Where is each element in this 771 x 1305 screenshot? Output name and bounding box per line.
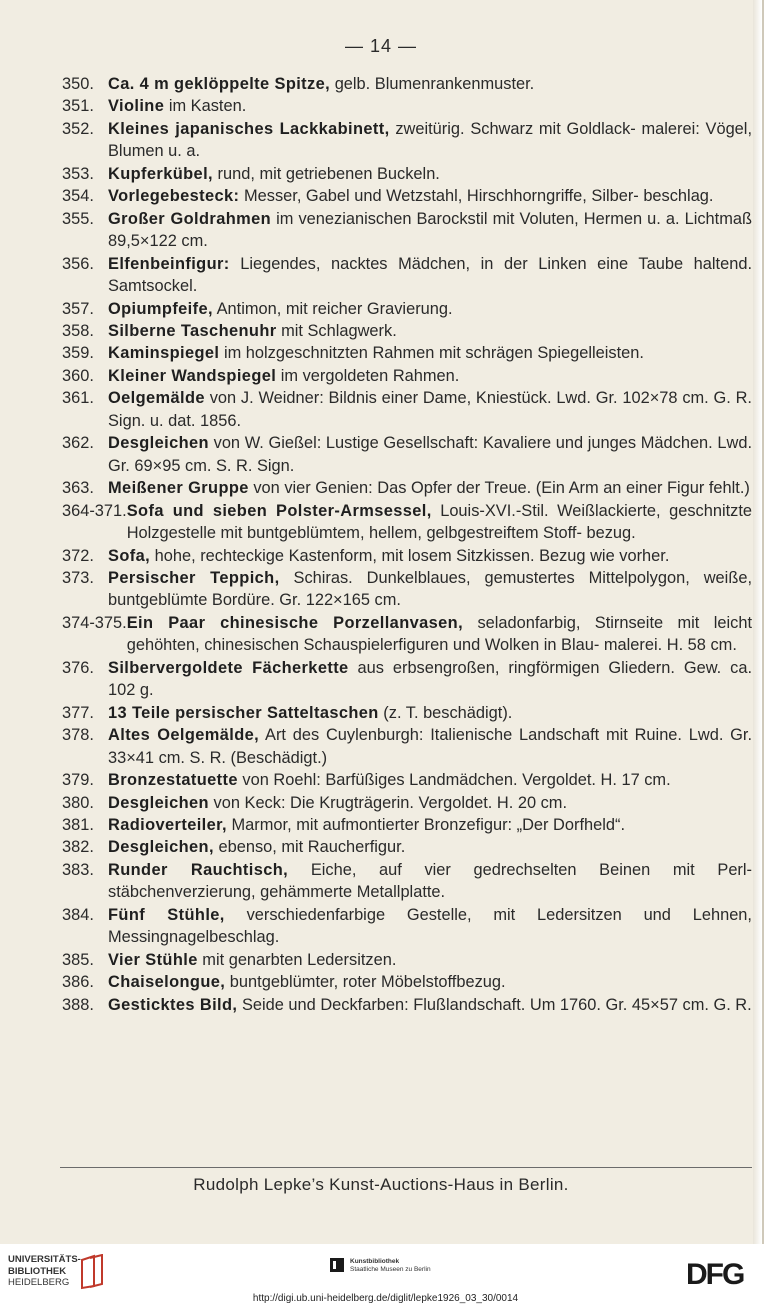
lot-description (108, 949, 752, 971)
lot-text-line: Mädchen. Lwd. Gr. 69×95 cm. S. R. Sign. (108, 434, 752, 475)
lot-text-line: zweitürig. Schwarz mit Goldlack- (395, 119, 636, 138)
lot-title: 13 Teile persischer Satteltaschen (108, 703, 379, 722)
lot-title: Radioverteiler, (108, 815, 227, 834)
lot-description (108, 724, 752, 769)
lot-description (108, 545, 752, 567)
ub-logo-line: HEIDELBERG (8, 1277, 70, 1288)
lot-title: Violine (108, 97, 165, 116)
lot-text-line: buntgeblümter, roter Möbelstoffbezug. (229, 973, 506, 992)
lot-description (108, 387, 752, 432)
lot-title: Kleiner Wandspiegel (108, 366, 277, 385)
lot-description (108, 769, 752, 791)
lot-number: 386. (62, 973, 94, 992)
lot-number: 380. (62, 793, 94, 812)
lot-title: Meißener Gruppe (108, 479, 249, 498)
lot-title: Desgleichen (108, 793, 209, 812)
lot-title: Elfenbeinfigur: (108, 254, 230, 273)
lot-title: Kupferkübel, (108, 164, 213, 183)
catalog-entry (62, 432, 752, 477)
catalog-entry (62, 342, 752, 364)
lot-title: Silbervergoldete Fächerkette (108, 658, 349, 677)
lot-title: Ca. 4 m geklöppelte Spitze, (108, 75, 331, 93)
catalog-entry (62, 994, 752, 1016)
lot-number: 377. (62, 703, 94, 722)
lot-description (108, 702, 752, 724)
lot-title: Runder Rauchtisch, (108, 860, 289, 879)
catalog-entry (62, 253, 752, 298)
lot-number: 373. (62, 568, 94, 587)
lot-title: Bronzestatuette (108, 771, 238, 790)
lot-text-line: Messingnagelbeschlag. (108, 928, 280, 947)
lot-text-line: verschiedenfarbige Gestelle, mit Ledersitzen und Lehnen, (246, 905, 752, 924)
lot-number: 353. (62, 164, 94, 183)
lot-description (108, 365, 752, 387)
lot-description (108, 792, 752, 814)
lot-description (108, 118, 752, 163)
lot-title: Oelgemälde (108, 389, 205, 408)
catalog-entries (62, 73, 752, 1016)
lot-title: Chaiselongue, (108, 973, 226, 992)
lot-text-line: weiße, buntgeblümte Bordüre. Gr. 122×165 cm. (108, 568, 752, 610)
catalog-entry (62, 298, 752, 320)
kb-logo-line: Staatliche Museen zu Berlin (350, 1266, 431, 1273)
lot-number: 363. (62, 479, 94, 498)
permalink-url[interactable]: http://digi.ub.uni-heidelberg.de/diglit/lepke1926_03_30/0014 (252, 1293, 519, 1304)
lot-description (108, 657, 752, 702)
lot-text-line: rund, mit getriebenen Buckeln. (217, 164, 440, 183)
catalog-entry (62, 971, 752, 993)
lot-text-line: im vergoldeten Rahmen. (280, 366, 460, 385)
lot-text-line: stäbchenverzierung, gehämmerte Metallplatte. (108, 883, 446, 902)
lot-description (108, 95, 752, 117)
lot-number: 372. (62, 546, 94, 565)
lot-text-line: an einer Figur fehlt.) (603, 479, 750, 498)
lot-text-line: von W. Gießel: Lustige Gesellschaft: Kavaliere und junges (213, 434, 637, 453)
lot-text-line: aus erbsengroßen, ringförmigen Gliedern. (357, 658, 675, 677)
lot-description (127, 612, 752, 657)
lot-number: 374-375. (62, 613, 127, 632)
lot-number: 350. (62, 75, 94, 93)
lot-text-line: Antimon, mit reicher Gravierung. (216, 299, 453, 318)
lot-text-line: malerei. H. 58 cm. (603, 636, 737, 655)
ub-emblem-icon (78, 1254, 106, 1290)
lot-text-line: ebenso, mit Raucherfigur. (218, 838, 406, 857)
lot-description (108, 814, 752, 836)
lot-number: 356. (62, 254, 94, 273)
lot-title: Opiumpfeife, (108, 299, 213, 318)
lot-text-line: Ruine. Lwd. Gr. 33×41 cm. S. R. (Beschädigt.) (108, 726, 753, 767)
lot-text-line: beschlag. (643, 187, 714, 206)
catalog-entry (62, 836, 752, 858)
catalog-entry (62, 612, 752, 657)
catalog-entry (62, 859, 752, 904)
kunstbibliothek-emblem-icon (330, 1258, 344, 1272)
lot-number: 388. (62, 995, 94, 1014)
lot-description (108, 971, 752, 993)
lot-text-line: u. a. Lichtmaß 89,5×122 cm. (108, 209, 753, 251)
lot-title: Kleines japanisches Lackkabinett, (108, 119, 390, 138)
lot-text-line: Eiche, auf vier gedrechselten Beinen mit Perl- (310, 860, 752, 879)
lot-title: Altes Oelgemälde, (108, 726, 260, 745)
lot-text-line: Schiras. Dunkelblaues, gemustertes Mittelpolygon, (293, 568, 690, 587)
lot-number: 381. (62, 815, 94, 834)
lot-number: 362. (62, 434, 94, 453)
catalog-entry (62, 320, 752, 342)
catalog-entry (62, 702, 752, 724)
lot-text-line: mit Schlagwerk. (281, 321, 397, 340)
lot-number: 382. (62, 838, 94, 857)
ub-logo-line: UNIVERSITÄTS- (8, 1254, 81, 1265)
lot-number: 359. (62, 344, 94, 363)
lot-number: 360. (62, 366, 94, 385)
lot-text-line: geschnitzte Holzgestelle mit buntgeblümtem, hellem, gelbgestreiftem Stoff- (126, 501, 753, 543)
lot-title: Desgleichen (108, 434, 209, 453)
lot-text-line: Liegendes, nacktes Mädchen, in der Linken eine Taube (240, 254, 684, 273)
lot-number: 361. (62, 389, 94, 408)
catalog-entry (62, 814, 752, 836)
lot-text-line: Gew. ca. 102 g. (108, 658, 752, 700)
lot-number: 351. (62, 97, 94, 116)
catalog-entry (62, 657, 752, 702)
lot-description (108, 567, 752, 612)
catalog-entry (62, 185, 752, 207)
lot-description (108, 320, 752, 342)
lot-description (108, 432, 752, 477)
lot-text-line: im Kasten. (168, 97, 247, 116)
kb-logo-line: Kunstbibliothek (350, 1258, 400, 1265)
lot-title: Persischer Teppich, (108, 568, 280, 587)
lot-number: 354. (62, 187, 94, 206)
catalog-entry (62, 769, 752, 791)
lot-description (108, 859, 752, 904)
catalog-entry (62, 118, 752, 163)
page-number: — 14 — (344, 36, 418, 56)
lot-number: 379. (62, 771, 94, 790)
lot-number: 358. (62, 321, 94, 340)
lot-text-line: im venezianischen Barockstil mit Voluten, Hermen (276, 209, 643, 228)
lot-description (108, 836, 752, 858)
lot-text-line: bezug. (586, 524, 636, 543)
lot-text-line: 45×57 cm. G. R. (631, 995, 752, 1014)
lot-description (108, 73, 752, 95)
lot-title: Sofa, (108, 546, 151, 565)
lot-description (108, 298, 752, 320)
lot-title: Desgleichen, (108, 838, 214, 857)
ub-logo-line: BIBLIOTHEK (8, 1265, 67, 1277)
lot-text-line: gelb. Blumenrankenmuster. (334, 75, 535, 93)
lot-description (108, 163, 752, 185)
lot-number: 364-371. (62, 501, 127, 520)
catalog-entry (62, 724, 752, 769)
lot-number: 376. (62, 658, 94, 677)
lot-text-line: im holzgeschnitzten Rahmen mit schrägen Spiegelleisten. (223, 344, 644, 363)
catalog-entry (62, 949, 752, 971)
catalog-entry (62, 477, 752, 499)
lot-text-line: von Keck: Die Krugträgerin. Vergoldet. H. 20 cm. (213, 793, 568, 812)
viewer-bottom-bar (0, 1244, 771, 1305)
lot-title: Ein Paar chinesische Porzellanvasen, (126, 613, 464, 632)
lot-text-line: Gr. 102×78 cm. G. R. Sign. u. dat. 1856. (108, 389, 752, 430)
lot-title: Vorlegebesteck: (108, 187, 240, 206)
lot-description (108, 994, 752, 1016)
ub-heidelberg-logo[interactable] (8, 1254, 81, 1289)
lot-title: Sofa und sieben Polster-Armsessel, (126, 501, 432, 520)
lot-number: 385. (62, 950, 94, 969)
lot-text-line: Art des Cuylenburgh: Italienische Landschaft mit (265, 726, 628, 745)
lot-description (108, 477, 752, 499)
lot-description (108, 208, 752, 253)
lot-number: 352. (62, 119, 94, 138)
lot-text-line: haltend. Samtsockel. (108, 254, 752, 296)
lot-title: Silberne Taschenuhr (108, 321, 277, 340)
catalog-entry (62, 500, 752, 545)
lot-description (108, 185, 752, 207)
catalog-entry (62, 208, 752, 253)
catalog-entry (62, 792, 752, 814)
lot-text-line: (z. T. beschädigt). (383, 703, 513, 722)
lot-text-line: seladonfarbig, Stirnseite mit (477, 613, 700, 632)
lot-text-line: Marmor, mit aufmontierter Bronzefigur: „Der Dorfheld“. (231, 815, 626, 834)
dfg-logo[interactable]: DFG (686, 1258, 744, 1291)
footer-publisher: Rudolph Lepke’s Kunst-Auctions-Haus in Berlin. (193, 1175, 569, 1194)
lot-text-line: Seide und Deckfarben: Flußlandschaft. Um 1760. Gr. (241, 995, 628, 1014)
lot-number: 357. (62, 299, 94, 318)
lot-description (108, 253, 752, 298)
catalog-entry (62, 387, 752, 432)
lot-text-line: Louis-XVI.-Stil. Weißlackierte, (440, 501, 661, 520)
lot-number: 378. (62, 726, 94, 745)
lot-title: Kaminspiegel (108, 344, 220, 363)
lot-number: 355. (62, 209, 94, 228)
catalog-entry (62, 95, 752, 117)
scan-edge (753, 0, 762, 1244)
lot-text-line: hohe, rechteckige Kastenform, mit losem Sitzkissen. Bezug wie (154, 546, 615, 565)
footer-rule (60, 1167, 752, 1168)
lot-text-line: von J. Weidner: Bildnis einer Dame, Kniestück. Lwd. (209, 389, 591, 408)
lot-text-line: Messer, Gabel und Wetzstahl, Hirschhorngriffe, Silber- (243, 187, 639, 206)
lot-text-line: mit genarbten Ledersitzen. (202, 950, 397, 969)
lot-text-line: von Roehl: Barfüßiges Landmädchen. Vergoldet. H. 17 cm. (242, 771, 671, 790)
kunstbibliothek-logo[interactable] (330, 1258, 431, 1274)
lot-description (108, 904, 752, 949)
lot-text-line: leicht gehöhten, chinesischen Schauspielerfiguren und Wolken in Blau- (126, 613, 752, 655)
lot-text-line: von vier Genien: Das Opfer der Treue. (Ein Arm (253, 479, 599, 498)
catalog-entry (62, 567, 752, 612)
lot-number: 384. (62, 905, 94, 924)
catalog-entry (62, 365, 752, 387)
lot-title: Vier Stühle (108, 950, 198, 969)
lot-text-line: malerei: Vögel, Blumen u. a. (108, 119, 752, 161)
lot-title: Gesticktes Bild, (108, 995, 238, 1014)
catalog-entry (62, 73, 752, 95)
lot-description (127, 500, 752, 545)
lot-title: Großer Goldrahmen (108, 209, 272, 228)
lot-title: Fünf Stühle, (108, 905, 225, 924)
catalog-entry (62, 904, 752, 949)
lot-number: 383. (62, 860, 94, 879)
catalog-entry (62, 545, 752, 567)
lot-text-line: vorher. (619, 546, 670, 565)
catalog-entry (62, 163, 752, 185)
lot-description (108, 342, 752, 364)
